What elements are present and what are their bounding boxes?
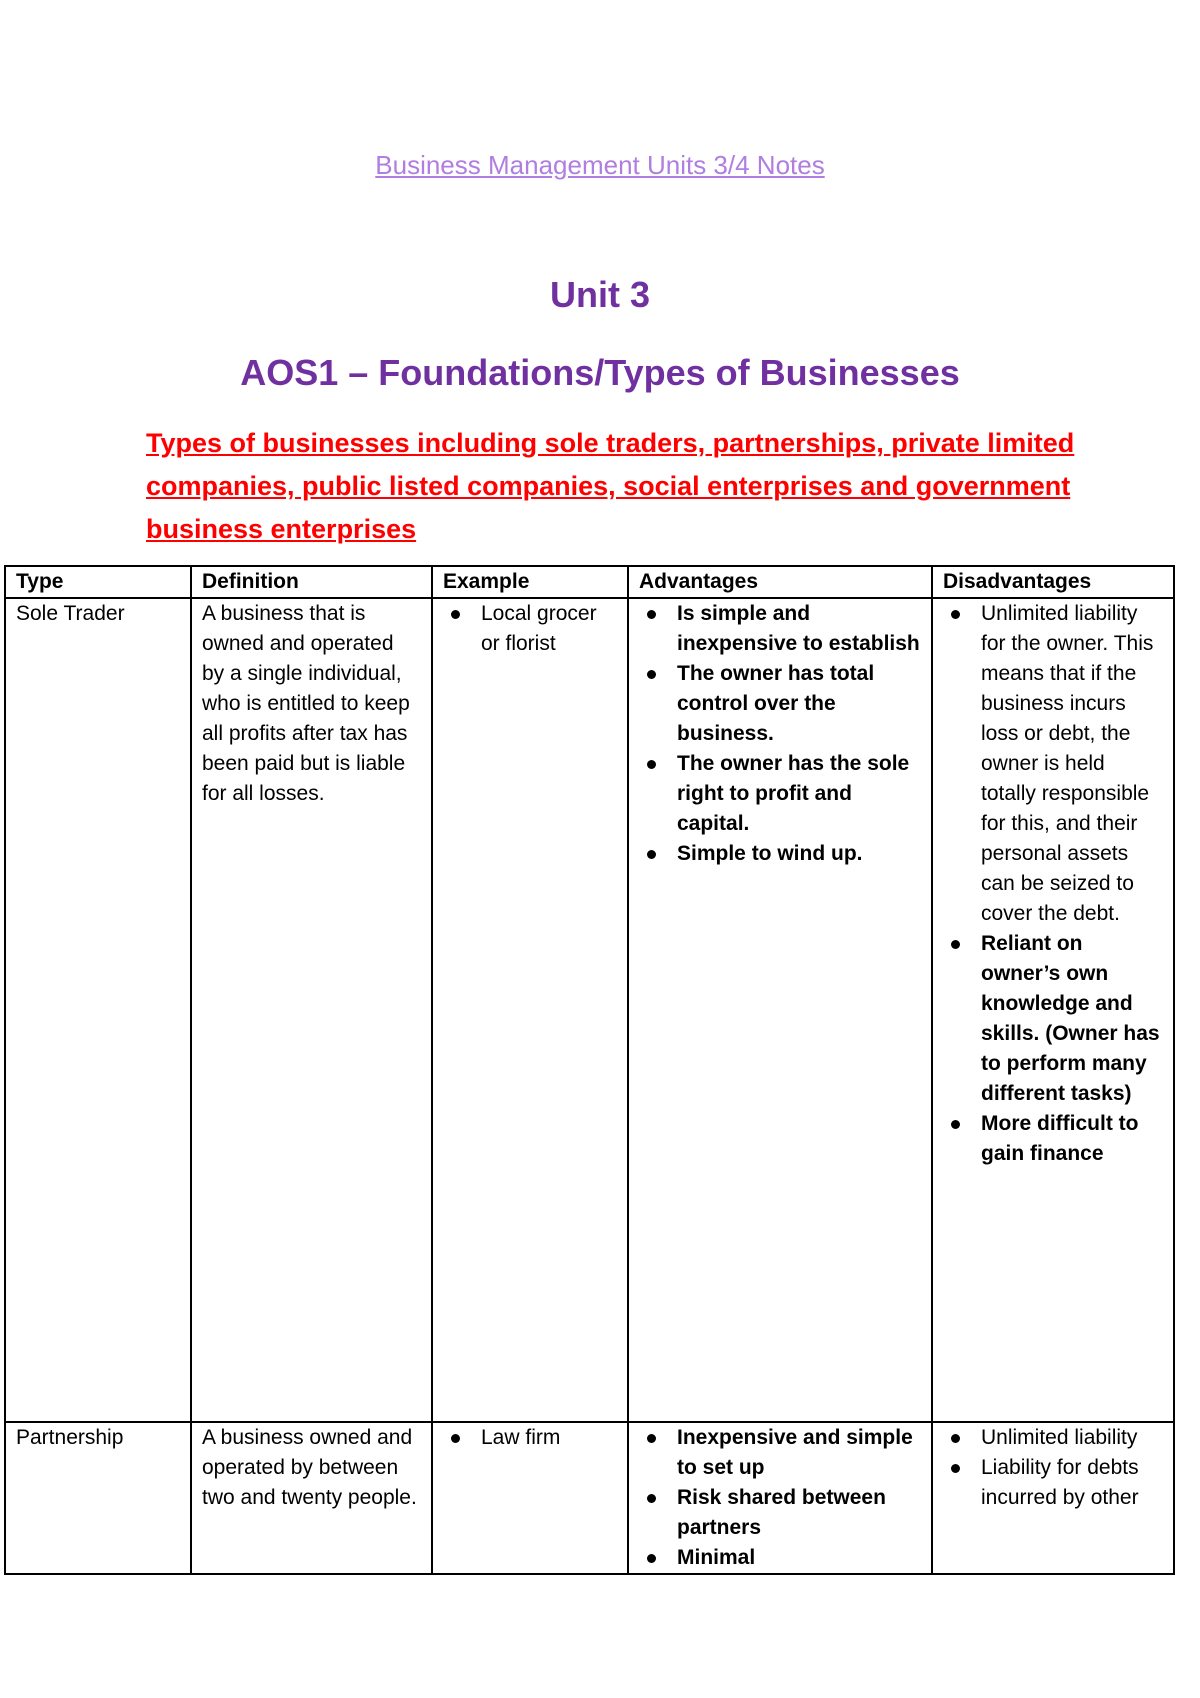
aos-title: AOS1 – Foundations/Types of Businesses — [240, 352, 960, 393]
topic-heading: Types of businesses including sole traders, partnerships, private limited companies, public listed companies, social enterprises and government business enterprises — [146, 428, 1075, 544]
header-type: Type — [5, 566, 191, 598]
table-row — [5, 1422, 1174, 1574]
list-item: Law firm — [481, 1423, 617, 1453]
cell-definition: A business owned and operated by between two and twenty people. — [191, 1422, 432, 1574]
header-example: Example — [432, 566, 628, 598]
list-item: More difficult to gain finance — [981, 1109, 1163, 1169]
header-advantages: Advantages — [628, 566, 932, 598]
table-row — [5, 598, 1174, 1422]
header-disadvantages: Disadvantages — [932, 566, 1174, 598]
list-item: Inexpensive and simple to set up — [677, 1423, 921, 1483]
list-item: Simple to wind up. — [677, 839, 921, 869]
list-item: Risk shared between partners — [677, 1483, 921, 1543]
list-item: Unlimited liability — [981, 1423, 1163, 1453]
document-header-link[interactable]: Business Management Units 3/4 Notes — [375, 150, 825, 180]
cell-disadvantages — [932, 1422, 1174, 1574]
business-types-table — [4, 565, 1175, 1575]
cell-definition: A business that is owned and operated by a single individual, who is entitled to keep all profits after tax has been paid but is liable for all losses. — [191, 598, 432, 1422]
header-definition: Definition — [191, 566, 432, 598]
table-header-row — [5, 566, 1174, 598]
cell-type: Partnership — [5, 1422, 191, 1574]
list-item: Local grocer or florist — [481, 599, 617, 659]
list-item: Unlimited liability for the owner. This means that if the business incurs loss or debt, the owner is held totally responsible for this, and their personal assets can be seized to cover the debt. — [981, 599, 1163, 929]
list-item: Liability for debts incurred by other — [981, 1453, 1163, 1513]
cell-example — [432, 598, 628, 1422]
cell-type: Sole Trader — [5, 598, 191, 1422]
list-item: Is simple and inexpensive to establish — [677, 599, 921, 659]
list-item: The owner has the sole right to profit and capital. — [677, 749, 921, 839]
cell-advantages — [628, 598, 932, 1422]
cell-example — [432, 1422, 628, 1574]
cell-disadvantages — [932, 598, 1174, 1422]
list-item: Minimal — [677, 1543, 921, 1573]
unit-title: Unit 3 — [549, 274, 650, 315]
list-item: The owner has total control over the business. — [677, 659, 921, 749]
list-item: Reliant on owner’s own knowledge and skills. (Owner has to perform many different tasks) — [981, 929, 1163, 1109]
cell-advantages — [628, 1422, 932, 1574]
